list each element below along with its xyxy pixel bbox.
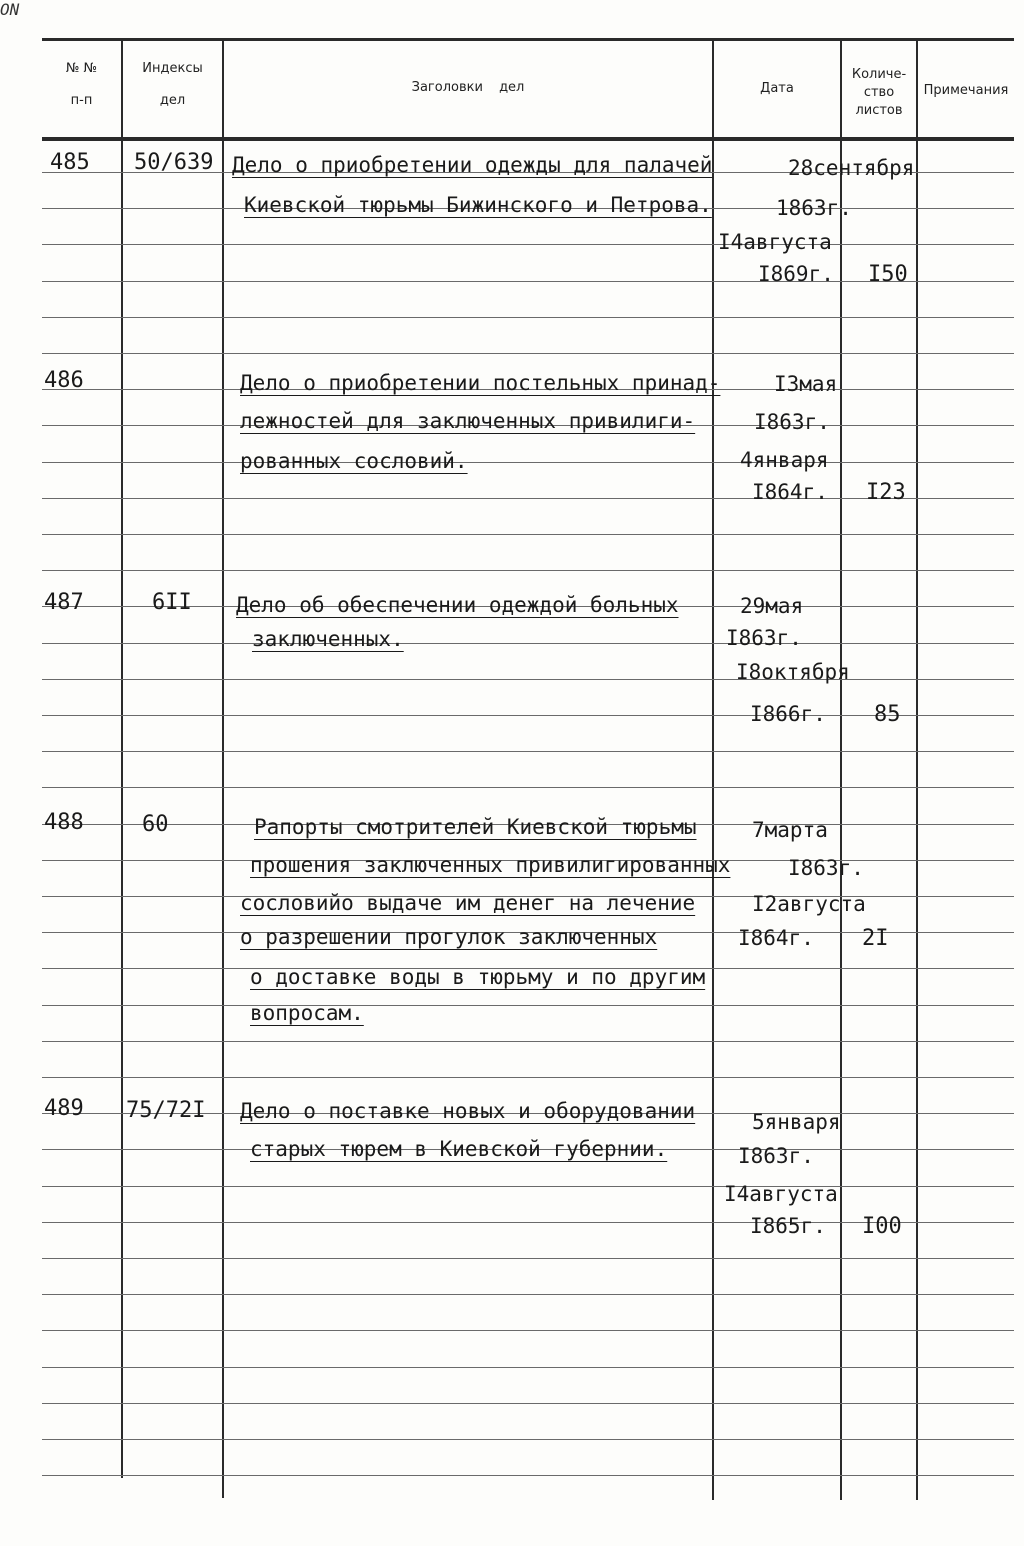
record-date-end-day: I8октября [736,660,850,684]
record-title-line: заключенных. [252,627,404,651]
record-number: 489 [44,1096,84,1121]
record-date-start-day: 7марта [752,818,828,842]
record-number: 485 [50,150,90,175]
ruled-line [42,1475,1014,1476]
ruled-line [42,787,1014,788]
ruled-line [42,353,1014,354]
col-divider-4 [840,40,842,1500]
record-title-line: Дело о приобретении одежды для палачей [232,153,713,177]
record-date-end-year: I866г. [750,702,826,726]
record-title-line: сословийо выдаче им денег на лечение [240,891,696,915]
record-date-end-day: I4августа [718,230,832,254]
record-date-start-day: I3мая [774,372,838,396]
record-title-line: прошения заключенных привилигированных [250,853,731,877]
header-sheets-line2: ство [863,85,895,100]
ruled-line [42,1186,1014,1187]
record-sheets: I00 [862,1214,902,1239]
record-date-start-year: I863г. [788,856,864,880]
record-title-line: Дело о приобретении постельных принад- [240,371,721,395]
ruled-line [42,1439,1014,1440]
ruled-line [42,534,1014,535]
record-date-start-year: I863г. [726,626,802,650]
record-date-end-year: I869г. [758,262,834,286]
header-num [42,60,121,110]
corner-mark: ON [0,0,20,19]
record-date-end-day: I4августа [724,1182,838,1206]
record-date-start-day: 29мая [740,594,804,618]
record-date-end-day: 4января [740,448,829,472]
record-date-end-day: I2августа [752,892,866,916]
record-index: 50/639 [134,150,214,175]
record-sheets: 85 [874,702,901,727]
record-date-start-year: 1863г. [776,196,852,220]
header-titles: Заголовки дел [411,80,525,95]
header-index-line1: Индексы [142,61,203,76]
record-sheets: I50 [868,262,908,287]
col-divider-5 [916,40,918,1500]
record-date-start-day: 28сентября [788,156,915,180]
header-index-line2: дел [159,93,186,108]
ruled-line [42,1403,1014,1404]
record-title-line: лежностей для заключенных привилиги- [240,409,696,433]
record-date-end-year: I864г. [752,480,828,504]
record-title-line: Дело об обеспечении одеждой больных [236,593,679,617]
ruled-line [42,1294,1014,1295]
record-sheets: 2I [862,926,889,951]
ruled-line [42,462,1014,463]
ruled-line [42,317,1014,318]
record-number: 487 [44,590,84,615]
record-index: 60 [142,812,169,837]
record-date-end-year: I865г. [750,1214,826,1238]
record-date-start-year: I863г. [754,410,830,434]
record-title-line: Киевской тюрьмы Бижинского и Петрова. [244,193,712,217]
ruled-line [42,715,1014,716]
record-number: 488 [44,810,84,835]
record-title-line: о доставке воды в тюрьму и по другим [250,965,706,989]
ruled-line [42,570,1014,571]
header-notes: Примечания [923,83,1009,98]
ruled-line [42,1005,1014,1006]
record-number: 486 [44,368,84,393]
col-divider-1 [121,38,123,1478]
record-sheets: I23 [866,480,906,505]
record-index: 6II [152,590,192,615]
header-num-line1: № № [65,61,98,76]
record-title-line: Дело о поставке новых и оборудовании [240,1099,696,1123]
header-bottom-border [42,137,1014,141]
ruled-line [42,1367,1014,1368]
header-date: Дата [760,81,794,96]
ruled-line [42,643,1014,644]
record-date-end-year: I864г. [738,926,814,950]
header-sheets [842,66,916,120]
record-title-line: о разрешении прогулок заключенных [240,925,658,949]
record-date-start-day: 5января [752,1110,841,1134]
record-title-line: Рапорты смотрителей Киевской тюрьмы [254,815,697,839]
ruled-line [42,1258,1014,1259]
header-sheets-line3: листов [855,103,903,118]
header-sheets-line1: Количе- [851,67,907,82]
ruled-line [42,679,1014,680]
col-divider-3 [712,40,714,1500]
header-index [123,60,222,110]
ruled-line [42,244,1014,245]
table-top-border [42,38,1014,41]
record-index: 75/72I [126,1098,206,1123]
record-title-line: вопросам. [250,1001,364,1025]
header-num-line2: п-п [70,93,93,108]
record-title-line: рованных сословий. [240,449,468,473]
ruled-line [42,1330,1014,1331]
record-title-line: старых тюрем в Киевской губернии. [250,1137,668,1161]
ruled-line [42,1077,1014,1078]
col-divider-2 [222,38,224,1498]
record-date-start-year: I863г. [738,1144,814,1168]
ruled-line [42,751,1014,752]
ruled-line [42,1041,1014,1042]
